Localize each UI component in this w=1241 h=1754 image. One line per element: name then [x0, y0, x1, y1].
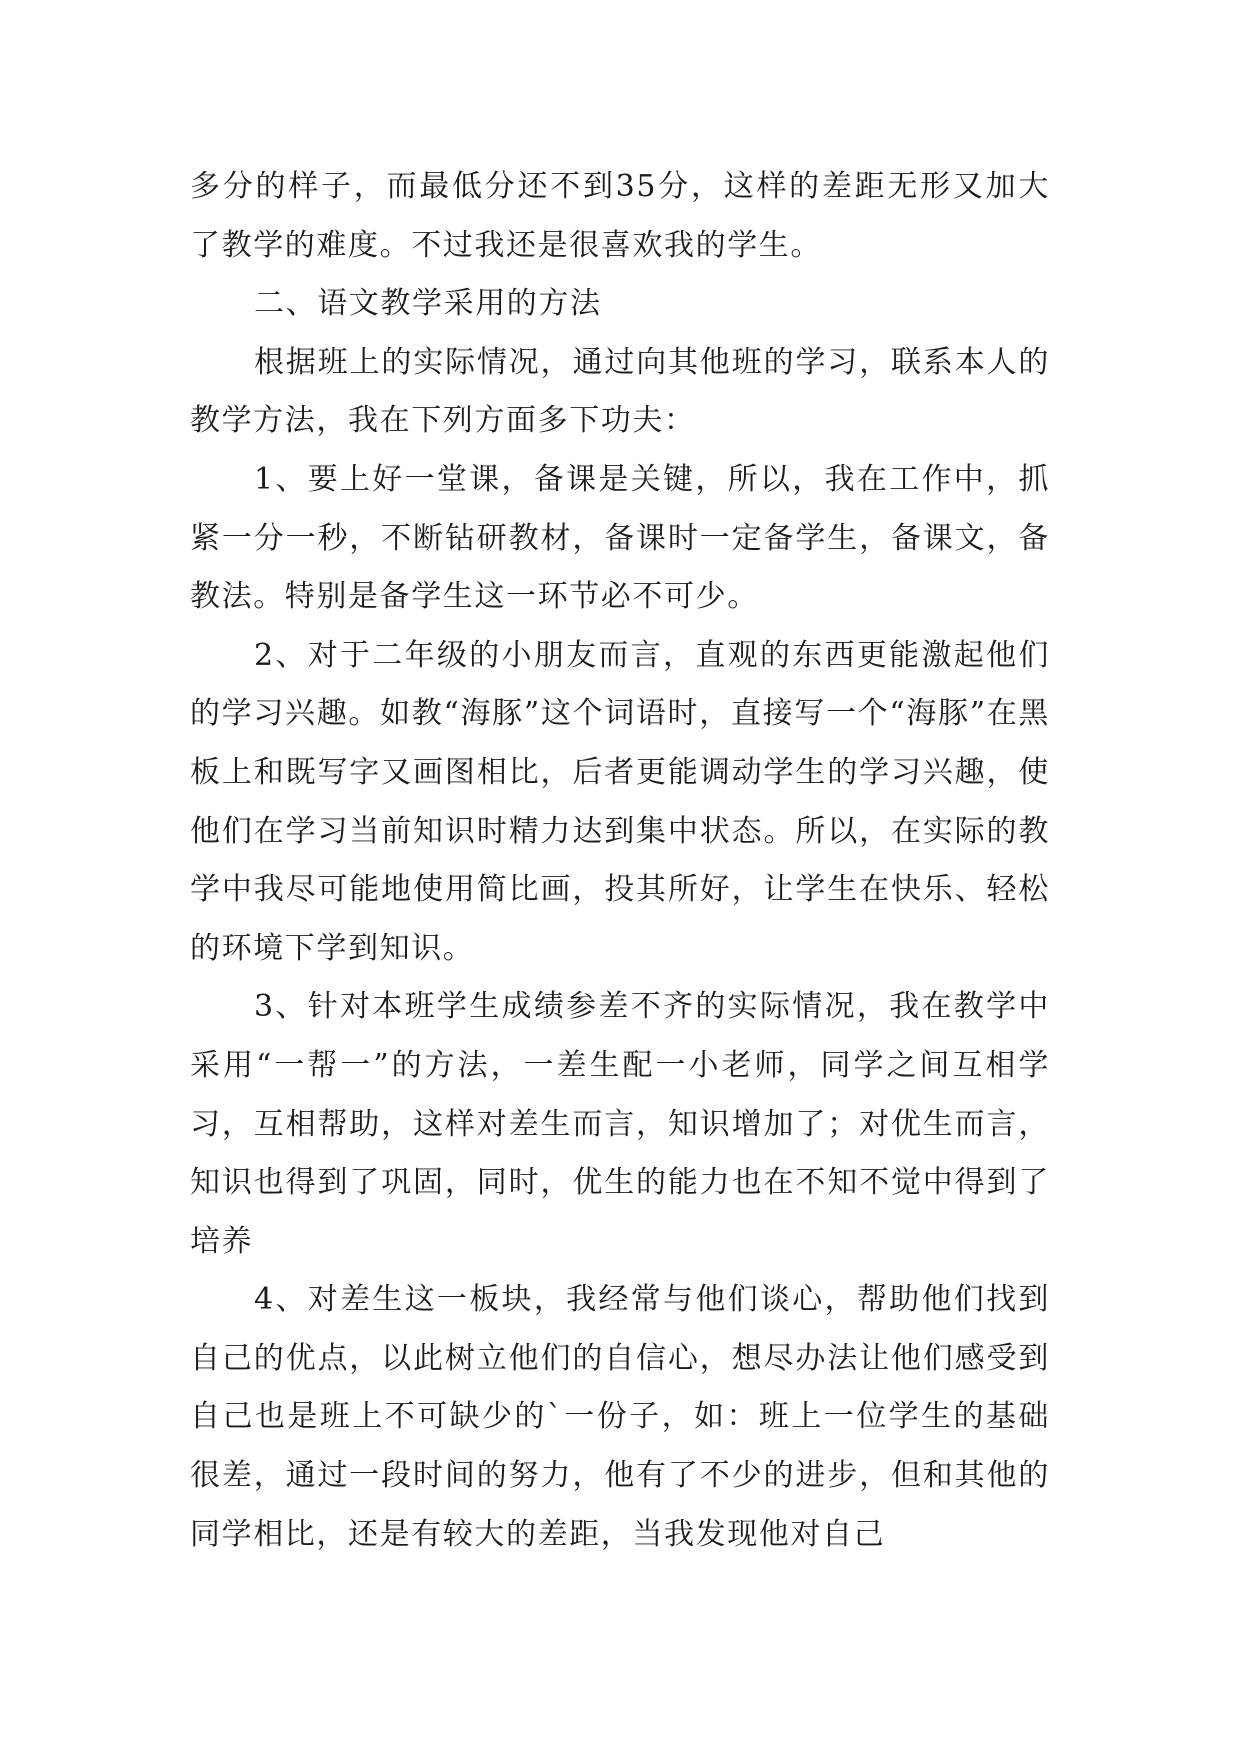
document-body — [190, 158, 1050, 1564]
section-heading: 二、语文教学采用的方法 — [254, 286, 602, 322]
list-item-3: 3、针对本班学生成绩参差不齐的实际情况，我在教学中采用“一帮一”的方法，一差生配一小老师，同学之间互相学习，互相帮助，这样对差生而言，知识增加了；对优生而言，知识也得到了巩固，同时，优生的能力也在不知不觉中得到了培养 — [190, 989, 1050, 1259]
paragraph-intro: 根据班上的实际情况，通过向其他班的学习，联系本人的教学方法，我在下列方面多下功夫： — [190, 344, 1050, 439]
list-item-1: 1、要上好一堂课，备课是关键，所以，我在工作中，抓紧一分一秒，不断钻研教材，备课时一定备学生，备课文，备教法。特别是备学生这一环节必不可少。 — [190, 461, 1050, 615]
list-item-4: 4、对差生这一板块，我经常与他们谈心，帮助他们找到自己的优点，以此树立他们的自信心，想尽办法让他们感受到自己也是班上不可缺少的`一份子，如：班上一位学生的基础很差，通过一段时间的努力，他有了不少的进步，但和其他的同学相比，还是有较大的差距，当我发现他对自己 — [190, 1282, 1050, 1552]
list-item-2: 2、对于二年级的小朋友而言，直观的东西更能激起他们的学习兴趣。如教“海豚”这个词语时，直接写一个“海豚”在黑板上和既写字又画图相比，后者更能调动学生的学习兴趣，使他们在学习当前知识时精力达到集中状态。所以，在实际的教学中我尽可能地使用简比画，投其所好，让学生在快乐、轻松的环境下学到知识。 — [190, 637, 1050, 966]
paragraph-continuation: 多分的样子，而最低分还不到35分，这样的差距无形又加大了教学的难度。不过我还是很喜欢我的学生。 — [190, 169, 1050, 263]
